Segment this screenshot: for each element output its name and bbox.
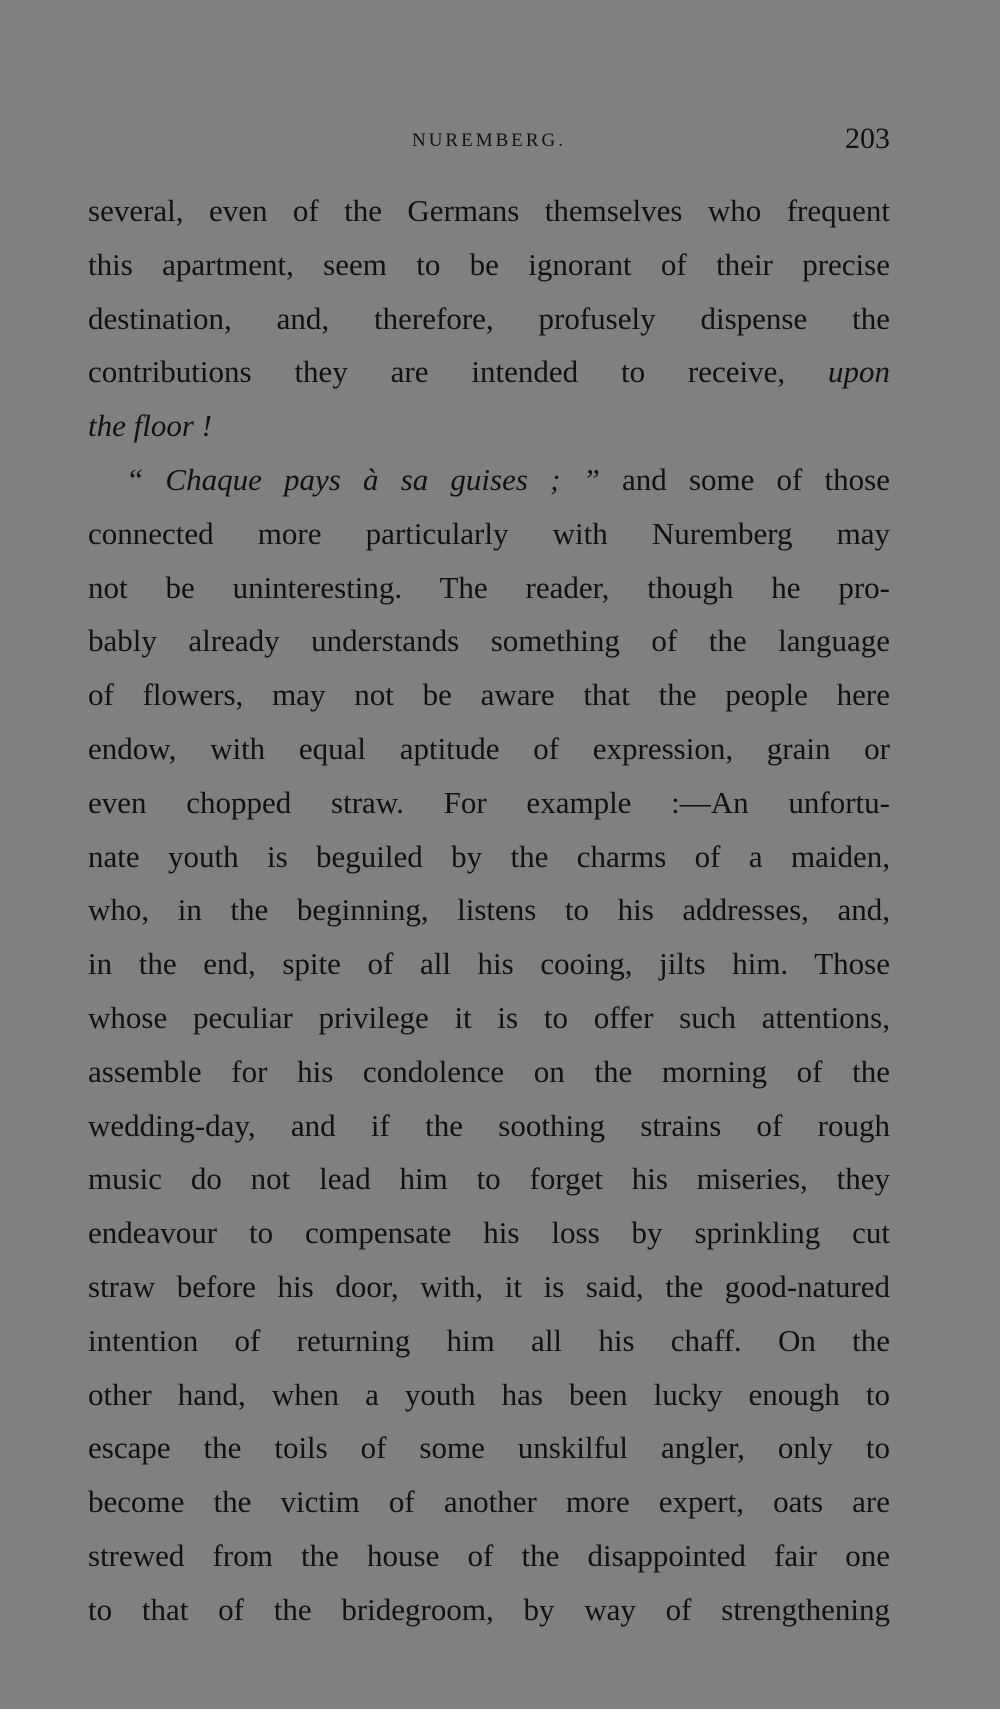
text-line: nate youth is beguiled by the charms of a maiden,	[88, 838, 890, 874]
text-line: not be uninteresting. The reader, though he pro-	[88, 569, 890, 605]
text-line	[88, 453, 890, 507]
text-line: endeavour to compensate his loss by sprinkling cut	[88, 1215, 890, 1251]
text-line: this apartment, seem to be ignorant of their precise	[88, 246, 890, 282]
text-line	[88, 399, 890, 453]
text-line: even chopped straw. For example :—An unfortu-	[88, 784, 890, 820]
text-line: straw before his door, with, it is said, the good-natured	[88, 1268, 890, 1304]
body-text	[88, 184, 890, 1637]
text-line: assemble for his condolence on the morning of the	[88, 1053, 890, 1089]
text-line: intention of returning him all his chaff. On the	[88, 1322, 890, 1358]
text-line: connected more particularly with Nuremberg may	[88, 515, 890, 551]
text-line: who, in the beginning, listens to his addresses, and,	[88, 892, 890, 928]
italic-quote: “ Chaque pays à sa guises ; ”	[126, 461, 600, 497]
text-line: in the end, spite of all his cooing, jilts him. Those	[88, 946, 890, 982]
text-segment: contributions they are intended to receive,	[88, 354, 786, 390]
text-line: destination, and, therefore, profusely dispense the	[88, 300, 890, 336]
text-line: strewed from the house of the disappointed fair one	[88, 1537, 890, 1573]
text-line: bably already understands something of the language	[88, 623, 890, 659]
text-line: of flowers, may not be aware that the people here	[88, 677, 890, 713]
running-title: NUREMBERG.	[411, 130, 567, 151]
text-line: become the victim of another more expert, oats are	[88, 1484, 890, 1520]
text-line: several, even of the Germans themselves who frequent	[88, 193, 890, 228]
text-segment: and some of those	[622, 461, 890, 497]
text-line: other hand, when a youth has been lucky enough to	[88, 1376, 890, 1412]
running-head	[88, 118, 890, 158]
italic-phrase: the floor !	[88, 408, 212, 444]
text-line: wedding-day, and if the soothing strains of rough	[88, 1107, 890, 1143]
text-line: whose peculiar privilege it is to offer such attentions,	[88, 999, 890, 1035]
text-line	[88, 345, 890, 399]
text-line: endow, with equal aptitude of expression, grain or	[88, 730, 890, 766]
text-line: music do not lead him to forget his miseries, they	[88, 1161, 890, 1197]
page-number: 203	[845, 122, 890, 155]
italic-phrase: upon	[828, 354, 890, 390]
text-line: escape the toils of some unskilful angler, only to	[88, 1430, 890, 1466]
text-line: to that of the bridegroom, by way of strengthening	[88, 1591, 890, 1627]
